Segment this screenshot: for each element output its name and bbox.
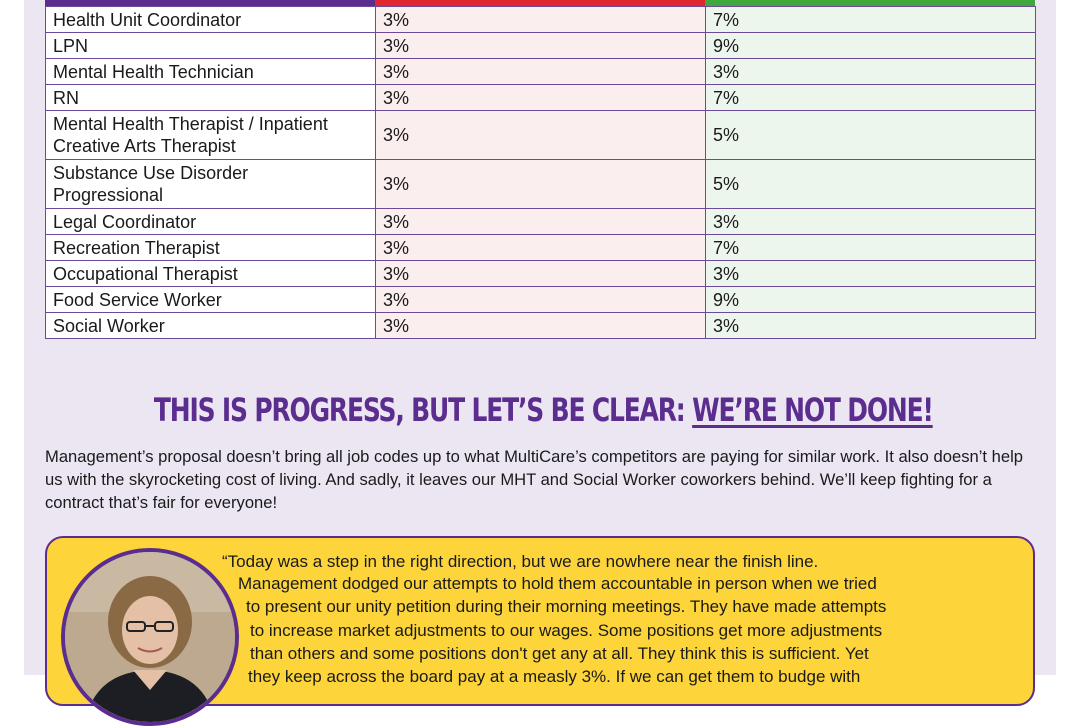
role-line: Substance Use Disorder [53, 163, 249, 183]
current-value-cell: 3% [376, 7, 706, 33]
role-cell: Food Service Worker [46, 287, 376, 313]
role-cell: Mental Health Technician [46, 59, 376, 85]
table-row [46, 235, 1036, 261]
role-cell: LPN [46, 33, 376, 59]
section-headline [153, 391, 933, 429]
table-row [46, 7, 1036, 33]
proposed-value-cell: 3% [706, 261, 1036, 287]
quote-line: they keep across the board pay at a measly 3%. If we can get them to budge with [248, 667, 861, 686]
current-value-cell: 3% [376, 59, 706, 85]
body-paragraph: Management’s proposal doesn’t bring all job codes up to what MultiCare’s competitors are paying for similar work. It also doesn’t help us with the skyrocketing cost of living. And sadly, it leaves our MHT and Social Worker coworkers behind. We’ll keep fighting for a contract that’s fair for everyone! [45, 447, 1023, 512]
headline-text: THIS IS PROGRESS, BUT LET’S BE CLEAR: [153, 391, 693, 429]
role-cell: Occupational Therapist [46, 261, 376, 287]
wage-adjustment-table [45, 6, 1036, 339]
proposed-value-cell: 5% [706, 111, 1036, 160]
proposed-value-cell: 3% [706, 209, 1036, 235]
table-row [46, 209, 1036, 235]
proposed-value-cell: 7% [706, 7, 1036, 33]
table-row [46, 33, 1036, 59]
role-cell: Recreation Therapist [46, 235, 376, 261]
role-cell: Legal Coordinator [46, 209, 376, 235]
role-line: Progressional [53, 185, 164, 205]
current-value-cell: 3% [376, 209, 706, 235]
proposed-value-cell: 9% [706, 287, 1036, 313]
role-cell: RN [46, 85, 376, 111]
table-row [46, 287, 1036, 313]
current-value-cell: 3% [376, 261, 706, 287]
avatar [61, 548, 239, 726]
role-cell: Health Unit Coordinator [46, 7, 376, 33]
table-row [46, 160, 1036, 209]
current-value-cell: 3% [376, 287, 706, 313]
proposed-value-cell: 7% [706, 235, 1036, 261]
role-cell [46, 160, 376, 209]
table-row [46, 313, 1036, 339]
role-line: Mental Health Therapist / Inpatient [53, 114, 328, 134]
quote-line: Management dodged our attempts to hold them accountable in person when we tried [238, 574, 877, 593]
proposed-value-cell: 3% [706, 313, 1036, 339]
proposed-value-cell: 7% [706, 85, 1036, 111]
role-line: Creative Arts Therapist [53, 136, 236, 156]
role-cell [46, 111, 376, 160]
quote-line: to present our unity petition during their morning meetings. They have made attempts [246, 597, 887, 616]
current-value-cell: 3% [376, 160, 706, 209]
proposed-value-cell: 9% [706, 33, 1036, 59]
quote-line: “Today was a step in the right direction, but we are nowhere near the finish line. [222, 552, 819, 571]
current-value-cell: 3% [376, 313, 706, 339]
current-value-cell: 3% [376, 111, 706, 160]
role-cell: Social Worker [46, 313, 376, 339]
table-row [46, 111, 1036, 160]
proposed-value-cell: 3% [706, 59, 1036, 85]
quote-line: than others and some positions don't get any at all. They think this is sufficient. Yet [250, 644, 869, 663]
current-value-cell: 3% [376, 33, 706, 59]
portrait-photo [65, 552, 235, 722]
table-row [46, 59, 1036, 85]
quote-line: to increase market adjustments to our wages. Some positions get more adjustments [250, 621, 883, 640]
table-row [46, 85, 1036, 111]
proposed-value-cell: 5% [706, 160, 1036, 209]
current-value-cell: 3% [376, 85, 706, 111]
current-value-cell: 3% [376, 235, 706, 261]
headline-emphasis: WE’RE NOT DONE! [692, 391, 933, 429]
table-row [46, 261, 1036, 287]
